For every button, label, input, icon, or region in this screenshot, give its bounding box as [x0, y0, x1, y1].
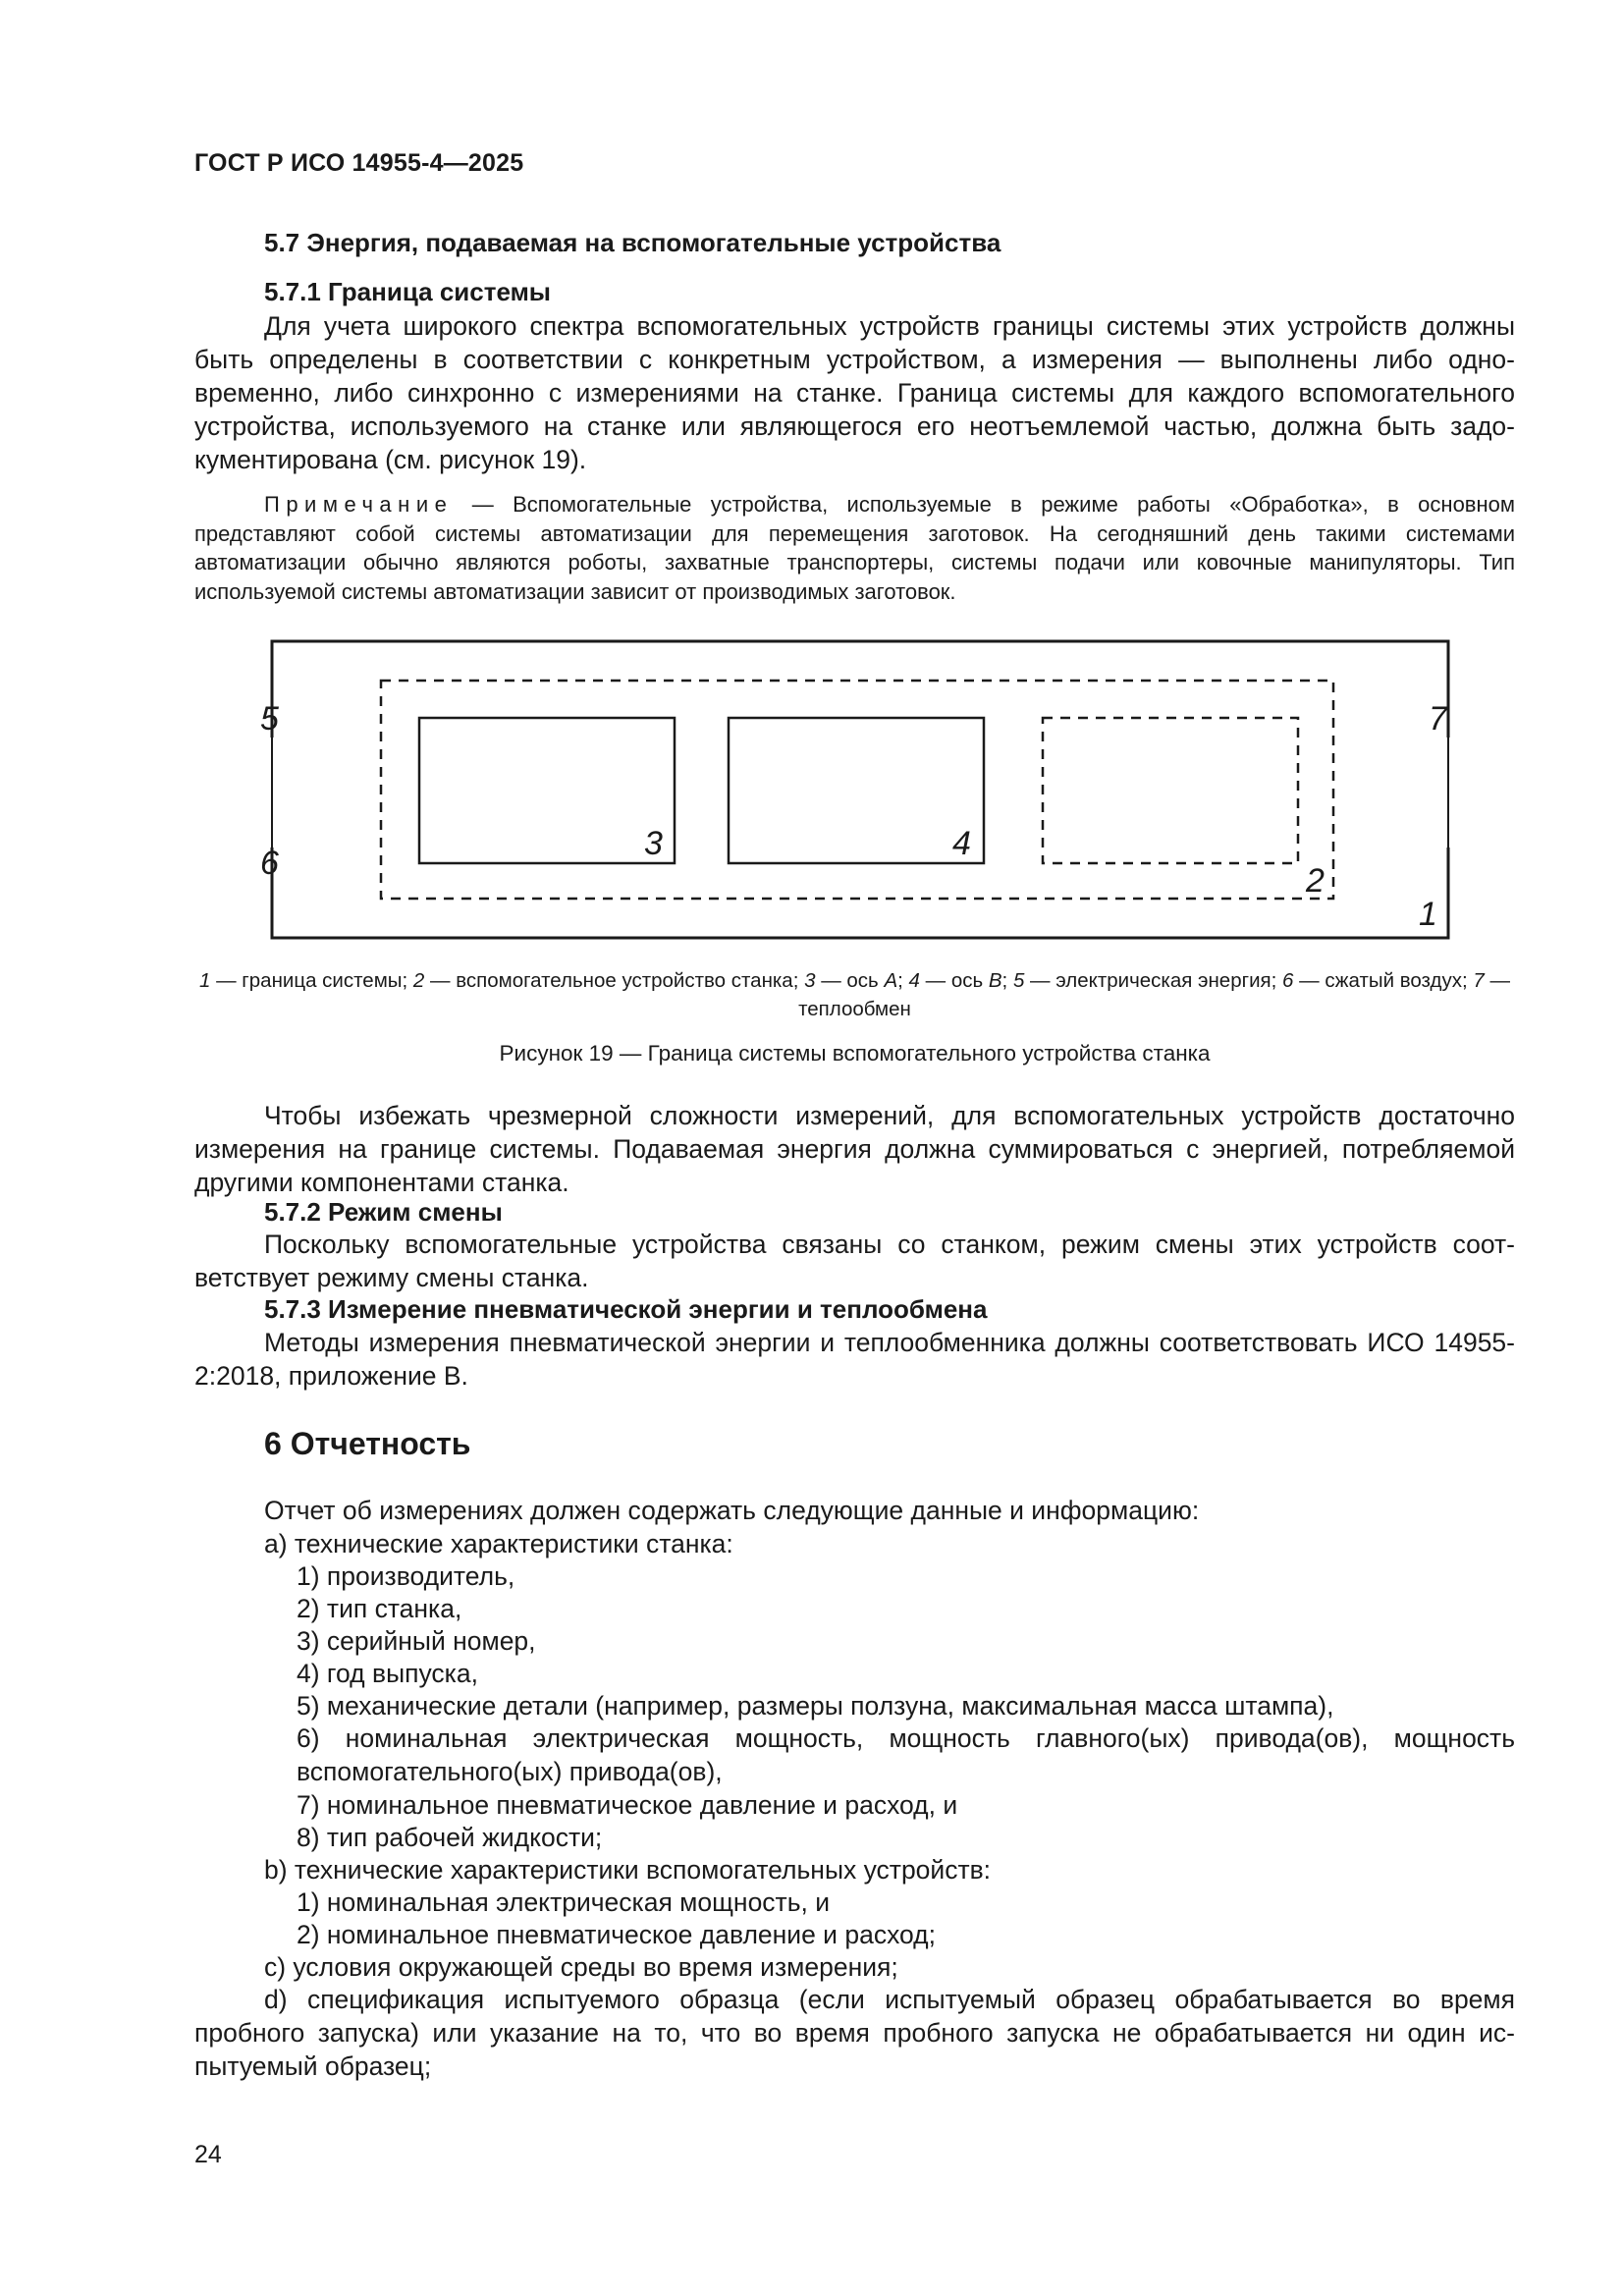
list-item-a-6: 6) номинальная электрическая мощность, мощность главного(ых) привода(ов), мощность вспомогательного(ых) привода(ов),: [297, 1723, 1515, 1786]
list-item-a-4: 4) год выпуска,: [297, 1659, 478, 1688]
list-item-d: d) спецификация испытуемого образца (если испытуемый образец обрабатывается во время пробного запуска) или указание на то, что во время пробного запуска не обрабатывается ни один ис-пытуемый образец;: [194, 1985, 1515, 2081]
list-item-a-2: 2) тип станка,: [297, 1594, 462, 1623]
list-item-a-3: 3) серийный номер,: [297, 1626, 536, 1656]
auxiliary-device-boundary: [381, 681, 1333, 899]
section-5-7-2-title: 5.7.2 Режим смены: [264, 1197, 503, 1227]
section-5-7-2-paragraph: Поскольку вспомогательные устройства связаны со станком, режим смены этих устройств соот-ветствует режиму смены станка.: [194, 1230, 1515, 1292]
section-5-7-1-title: 5.7.1 Граница системы: [264, 277, 552, 306]
figure-caption: Рисунок 19 — Граница системы вспомогательного устройства станка: [499, 1041, 1211, 1066]
note-paragraph: [194, 490, 1515, 606]
label-6: 6: [260, 845, 279, 882]
system-boundary-line: [272, 641, 1448, 938]
label-4: 4: [952, 825, 971, 862]
list-item-c: c) условия окружающей среды во время измерения;: [264, 1952, 898, 1982]
system-boundary-figure: [255, 629, 1473, 953]
label-2: 2: [1306, 862, 1325, 900]
dashed-device-box: [1043, 718, 1298, 863]
section-5-7-title: 5.7 Энергия, подаваемая на вспомогательные устройства: [264, 228, 1001, 257]
label-7: 7: [1429, 700, 1447, 738]
label-1: 1: [1419, 896, 1437, 933]
section-5-7-1-paragraph: Для учета широкого спектра вспомогательных устройств границы системы этих устройств должны быть определены в соответствии с конкретным устройством, а измерения — выполнены либо одно-временно, либо синхронно с измерениями на станке. Граница системы для каждого вспомогательного устройства, используемого на станке или являющегося его неотъемлемой частью, должна быть задо-кументирована (см. рисунок 19).: [194, 311, 1515, 474]
label-3: 3: [644, 825, 663, 862]
section-6-intro: Отчет об измерениях должен содержать следующие данные и информацию:: [264, 1496, 1200, 1525]
list-item-a-7: 7) номинальное пневматическое давление и расход, и: [297, 1790, 958, 1820]
axis-b-box: [729, 718, 984, 863]
list-item-a-8: 8) тип рабочей жидкости;: [297, 1823, 603, 1852]
list-item-a: а) технические характеристики станка:: [264, 1529, 733, 1558]
list-item-b-2: 2) номинальное пневматическое давление и расход;: [297, 1920, 937, 1949]
list-item-b: b) технические характеристики вспомогательных устройств:: [264, 1855, 992, 1885]
note-label: Примечание: [264, 492, 454, 517]
list-item-b-1: 1) номинальная электрическая мощность, и: [297, 1887, 831, 1917]
section-5-7-3-paragraph: Методы измерения пневматической энергии и теплообменника должны соответствовать ИСО 14955-2:2018, приложение В.: [194, 1328, 1515, 1391]
list-item-a-1: 1) производитель,: [297, 1561, 515, 1591]
figure-legend: 1 — граница системы; 2 — вспомогательное устройство станка; 3 — ось A; 4 — ось B; 5 — электрическая энергия; 6 — сжатый воздух; 7 — теплообмен: [199, 969, 1510, 1020]
section-6-title: 6 Отчетность: [264, 1426, 471, 1461]
label-5: 5: [260, 700, 279, 738]
section-5-7-3-title: 5.7.3 Измерение пневматической энергии и теплообмена: [264, 1294, 988, 1324]
note-text: — Вспомогательные устройства, используемые в режиме работы «Обработка», в основном представляют собой системы автоматизации для перемещения заготовок. На сегодняшний день такими системами автоматизации обычно являются роботы, захватные транспортеры, системы подачи или ковочные манипуляторы. Тип используемой системы автоматизации зависит от производимых заготовок.: [194, 492, 1515, 604]
page-number: 24: [194, 2141, 222, 2168]
paragraph-after-figure: Чтобы избежать чрезмерной сложности измерений, для вспомогательных устройств достаточно измерения на границе системы. Подаваемая энергия должна суммироваться с энергией, потребляемой другими компонентами станка.: [194, 1101, 1515, 1197]
standard-header: ГОСТ Р ИСО 14955-4—2025: [194, 149, 524, 177]
list-item-a-5: 5) механические детали (например, размеры ползуна, максимальная масса штампа),: [297, 1691, 1334, 1721]
axis-a-box: [419, 718, 675, 863]
